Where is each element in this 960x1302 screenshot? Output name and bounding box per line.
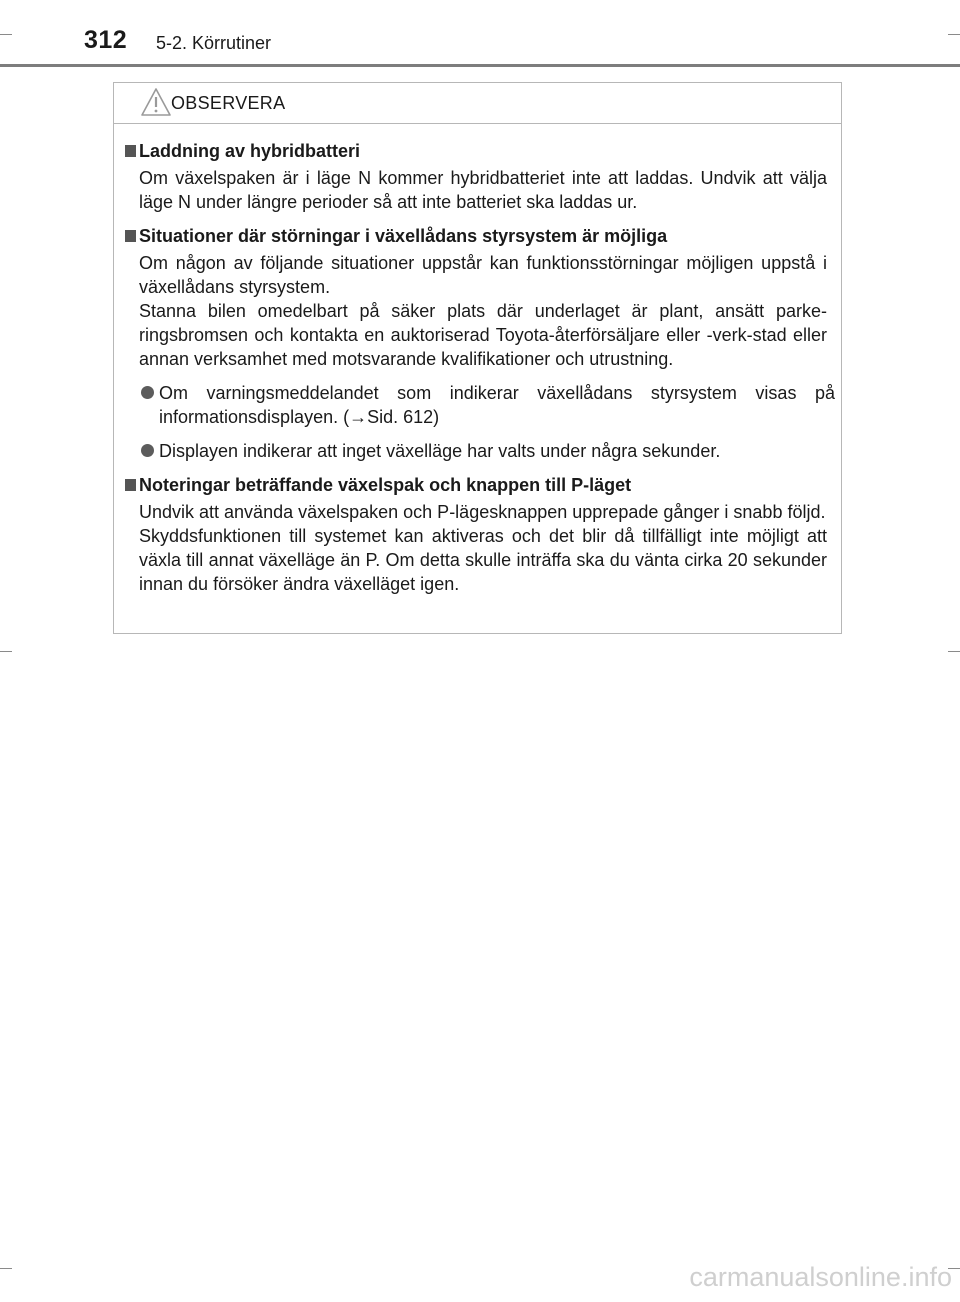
warning-triangle-icon	[140, 87, 172, 117]
square-bullet-icon	[125, 145, 136, 157]
page-number: 312	[84, 26, 128, 54]
caution-paragraph: Om någon av följande situationer uppstår kan funktionsstörningar möjligen uppstå i växellådans styrsystem. Stanna bilen omedelbart på säker plats där underlaget är plant, ansätt parke-ringsbromsen och kontakta en auktoriserad Toyota-återförsäljare eller -verk-stad eller annan verksamhet med motsvarande kvalifikationer och utrustning.	[139, 253, 827, 369]
caution-heading: Situationer där störningar i växellådans styrsystem är möjliga	[114, 224, 841, 248]
crop-mark	[0, 651, 12, 652]
crop-mark	[0, 1268, 12, 1269]
caution-header	[114, 83, 841, 124]
caution-paragraph: Om växelspaken är i läge N kommer hybridbatteriet inte att laddas. Undvik att välja läge N under längre perioder så att inte batteriet ska laddas ur.	[139, 168, 827, 212]
caution-title: OBSERVERA	[171, 93, 286, 113]
caution-box	[113, 82, 842, 634]
square-bullet-icon	[125, 230, 136, 242]
caution-body	[114, 124, 841, 596]
header-rule	[0, 64, 960, 67]
section-title: 5-2. Körrutiner	[156, 33, 272, 53]
crop-mark	[0, 34, 12, 35]
square-bullet-icon	[125, 479, 136, 491]
list-item: Om varningsmeddelandet som indikerar växellådans styrsystem visas på informationsdisplayen. (→Sid. 612)	[114, 381, 841, 429]
crop-mark	[948, 651, 960, 652]
caution-heading: Noteringar beträffande växelspak och knappen till P-läget	[114, 473, 841, 497]
caution-paragraph: Undvik att använda växelspaken och P-lägesknappen upprepade gånger i snabb följd. Skyddsfunktionen till systemet kan aktiveras och det blir då tillfälligt inte möjligt att växla till annat växelläge än P. Om detta skulle inträffa ska du vänta cirka 20 sekunder innan du försöker ändra växelläget igen.	[139, 502, 827, 594]
caution-heading: Laddning av hybridbatteri	[114, 139, 841, 163]
watermark: carmanualsonline.info	[689, 1262, 952, 1292]
crop-mark	[948, 34, 960, 35]
circle-bullet-icon	[141, 386, 154, 399]
circle-bullet-icon	[141, 444, 154, 457]
list-item: Displayen indikerar att inget växelläge har valts under några sekunder.	[114, 439, 841, 463]
